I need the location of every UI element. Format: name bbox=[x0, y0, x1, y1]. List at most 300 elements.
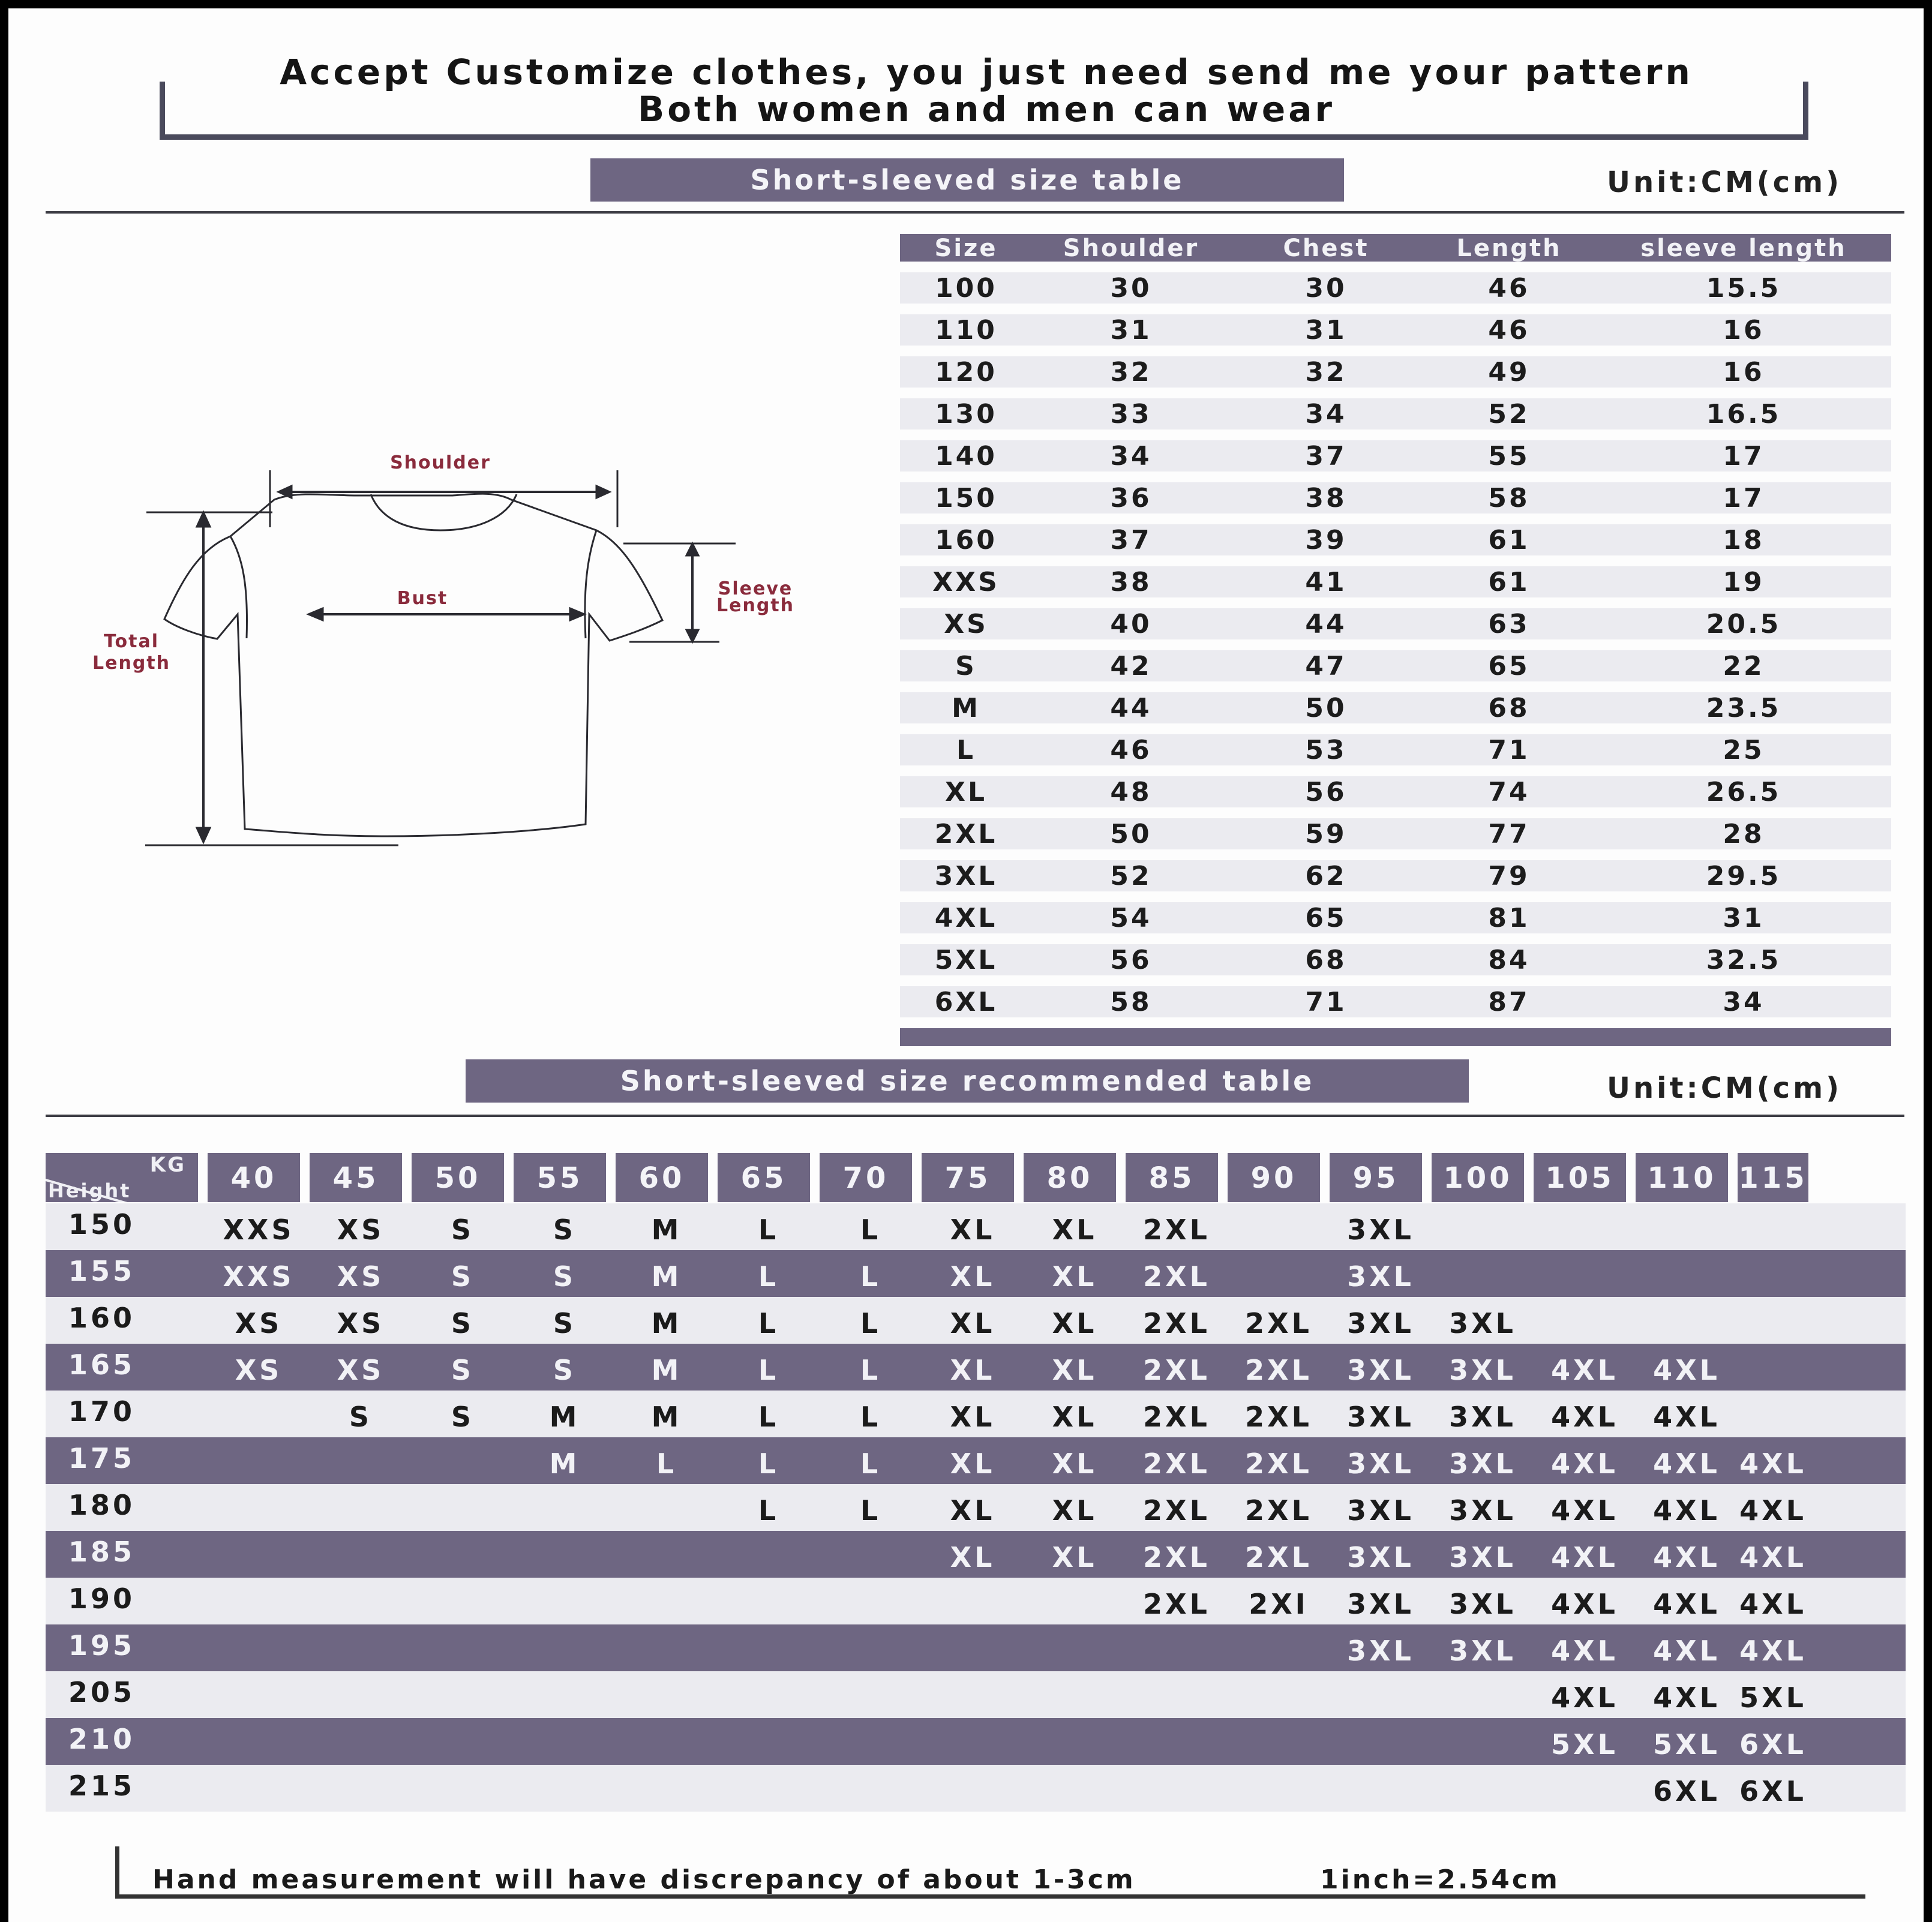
size-chart-page bbox=[8, 8, 1924, 1922]
table-row bbox=[46, 1391, 1906, 1437]
weight-header-cell: 70 bbox=[820, 1153, 912, 1202]
cell-length: 65 bbox=[1488, 651, 1530, 681]
table-row bbox=[900, 272, 1891, 304]
size-cell bbox=[616, 1578, 718, 1624]
weight-header-cell: 50 bbox=[412, 1153, 504, 1202]
size-cell bbox=[1738, 1203, 1808, 1250]
cell-sleeve-length: 17 bbox=[1723, 483, 1765, 513]
size-cell: XL bbox=[1052, 1494, 1097, 1527]
size-table-header bbox=[900, 234, 1891, 262]
row-height-label: 210 bbox=[68, 1723, 136, 1755]
size-cell: L bbox=[758, 1447, 779, 1480]
corner-height-label: Height bbox=[48, 1179, 131, 1202]
size-cell bbox=[514, 1718, 616, 1765]
size-cell: S bbox=[553, 1307, 577, 1340]
size-cell: 2XL bbox=[1143, 1307, 1210, 1340]
row-height-label: 155 bbox=[68, 1255, 136, 1287]
cell-shoulder: 50 bbox=[1110, 819, 1152, 849]
cell-size: 150 bbox=[935, 483, 997, 513]
weight-header-cell: 40 bbox=[208, 1153, 300, 1202]
weight-header-cell: 100 bbox=[1432, 1153, 1524, 1202]
recommended-table-body bbox=[46, 1203, 1906, 1812]
size-cell: L bbox=[860, 1401, 881, 1433]
size-cell: 3XL bbox=[1449, 1635, 1516, 1667]
size-cell bbox=[1024, 1718, 1126, 1765]
size-cell: S bbox=[451, 1307, 475, 1340]
col-length: Length bbox=[1456, 235, 1562, 262]
cell-sleeve-length: 28 bbox=[1723, 819, 1765, 849]
size-cell: 2XI bbox=[1249, 1588, 1309, 1620]
cell-shoulder: 37 bbox=[1110, 525, 1152, 555]
total-length-label-1: Total bbox=[104, 631, 159, 652]
size-cell: L bbox=[758, 1354, 779, 1386]
size-cell bbox=[718, 1578, 820, 1624]
size-cell: 4XL bbox=[1551, 1447, 1618, 1480]
size-cell: M bbox=[651, 1214, 682, 1246]
row-height-label: 195 bbox=[68, 1629, 136, 1662]
cell-size: 100 bbox=[935, 273, 997, 304]
cell-size: S bbox=[955, 651, 977, 681]
cell-shoulder: 58 bbox=[1110, 987, 1152, 1017]
size-cell bbox=[1126, 1671, 1228, 1718]
size-cell bbox=[1636, 1297, 1738, 1344]
cell-shoulder: 54 bbox=[1110, 903, 1152, 933]
size-cell bbox=[820, 1624, 922, 1671]
size-cell bbox=[820, 1531, 922, 1578]
cell-sleeve-length: 22 bbox=[1723, 651, 1765, 681]
size-cell: 2XL bbox=[1143, 1260, 1210, 1293]
cell-length: 61 bbox=[1488, 525, 1530, 555]
size-cell: 5XL bbox=[1653, 1728, 1720, 1761]
size-cell: XL bbox=[1052, 1354, 1097, 1386]
cell-chest: 62 bbox=[1305, 861, 1347, 891]
size-cell bbox=[718, 1718, 820, 1765]
cell-size: L bbox=[956, 735, 976, 765]
weight-header-cell: 60 bbox=[616, 1153, 708, 1202]
cell-chest: 30 bbox=[1305, 273, 1347, 304]
size-cell: 2XL bbox=[1143, 1588, 1210, 1620]
cell-size: 6XL bbox=[934, 987, 998, 1017]
cell-shoulder: 36 bbox=[1110, 483, 1152, 513]
cell-size: 130 bbox=[935, 399, 997, 430]
size-cell: 4XL bbox=[1551, 1354, 1618, 1386]
size-cell bbox=[616, 1671, 718, 1718]
size-cell: M bbox=[549, 1447, 580, 1480]
size-cell bbox=[412, 1531, 514, 1578]
size-cell: 3XL bbox=[1347, 1307, 1414, 1340]
size-cell bbox=[412, 1671, 514, 1718]
size-cell: 4XL bbox=[1653, 1635, 1720, 1667]
size-cell: L bbox=[758, 1307, 779, 1340]
size-table bbox=[900, 234, 1891, 1046]
weight-header-cell: 115 bbox=[1738, 1153, 1808, 1202]
size-cell: 2XL bbox=[1245, 1447, 1312, 1480]
size-cell bbox=[310, 1531, 412, 1578]
size-cell bbox=[208, 1391, 310, 1437]
cell-length: 55 bbox=[1488, 441, 1530, 472]
cell-length: 77 bbox=[1488, 819, 1530, 849]
size-cell bbox=[922, 1718, 1024, 1765]
size-cell bbox=[310, 1718, 412, 1765]
cell-sleeve-length: 29.5 bbox=[1706, 861, 1781, 891]
header-bracket bbox=[160, 82, 1808, 140]
weight-header-cell: 105 bbox=[1534, 1153, 1626, 1202]
size-cell: S bbox=[553, 1260, 577, 1293]
col-chest: Chest bbox=[1283, 235, 1369, 262]
table-row bbox=[900, 440, 1891, 472]
size-cell bbox=[1126, 1624, 1228, 1671]
size-cell bbox=[412, 1578, 514, 1624]
cell-length: 58 bbox=[1488, 483, 1530, 513]
size-cell bbox=[922, 1624, 1024, 1671]
sleeve-length-label-2: Length bbox=[716, 595, 794, 616]
size-cell: L bbox=[656, 1447, 677, 1480]
size-cell bbox=[616, 1718, 718, 1765]
size-cell: 2XL bbox=[1245, 1541, 1312, 1573]
size-cell bbox=[1636, 1250, 1738, 1297]
shoulder-label: Shoulder bbox=[390, 452, 491, 473]
cell-shoulder: 44 bbox=[1110, 693, 1152, 723]
size-cell bbox=[616, 1624, 718, 1671]
weight-header-cell: 75 bbox=[922, 1153, 1014, 1202]
weight-header-cell: 80 bbox=[1024, 1153, 1116, 1202]
row-height-label: 180 bbox=[68, 1489, 136, 1521]
cell-shoulder: 40 bbox=[1110, 609, 1152, 639]
size-cell bbox=[1432, 1671, 1534, 1718]
recommended-table-unit: Unit:CM(cm) bbox=[1607, 1071, 1843, 1105]
size-cell: S bbox=[349, 1401, 373, 1433]
cell-size: XXS bbox=[932, 567, 1000, 597]
cell-sleeve-length: 19 bbox=[1723, 567, 1765, 597]
size-cell: M bbox=[651, 1401, 682, 1433]
size-cell: 6XL bbox=[1653, 1775, 1720, 1807]
size-cell bbox=[1330, 1718, 1432, 1765]
row-height-label: 170 bbox=[68, 1395, 136, 1428]
cell-shoulder: 31 bbox=[1110, 315, 1152, 346]
measurement-note: Hand measurement will have discrepancy of about 1-3cm bbox=[152, 1864, 1136, 1895]
size-cell bbox=[718, 1531, 820, 1578]
size-cell: 4XL bbox=[1739, 1494, 1807, 1527]
size-cell bbox=[514, 1765, 616, 1812]
table-row bbox=[900, 650, 1891, 681]
size-cell: XL bbox=[1052, 1447, 1097, 1480]
size-cell bbox=[310, 1578, 412, 1624]
size-cell bbox=[208, 1671, 310, 1718]
size-cell: 2XL bbox=[1245, 1354, 1312, 1386]
row-height-label: 165 bbox=[68, 1349, 136, 1381]
size-cell: L bbox=[860, 1214, 881, 1246]
table-row bbox=[900, 608, 1891, 639]
size-cell: 4XL bbox=[1739, 1635, 1807, 1667]
size-table-body bbox=[900, 272, 1891, 1017]
size-cell: XL bbox=[950, 1307, 995, 1340]
cell-sleeve-length: 23.5 bbox=[1706, 693, 1781, 723]
row-height-label: 175 bbox=[68, 1442, 136, 1474]
size-cell: L bbox=[758, 1401, 779, 1433]
cell-sleeve-length: 26.5 bbox=[1706, 777, 1781, 807]
cell-size: 120 bbox=[935, 357, 997, 388]
size-cell: XXS bbox=[223, 1214, 295, 1246]
size-cell: 4XL bbox=[1739, 1541, 1807, 1573]
size-cell bbox=[1330, 1765, 1432, 1812]
table-row bbox=[46, 1250, 1906, 1297]
size-cell bbox=[208, 1765, 310, 1812]
size-cell: 3XL bbox=[1347, 1214, 1414, 1246]
recommended-table-banner: Short-sleeved size recommended table bbox=[466, 1059, 1469, 1103]
size-cell: 3XL bbox=[1347, 1635, 1414, 1667]
size-cell: XL bbox=[1052, 1401, 1097, 1433]
size-cell bbox=[208, 1578, 310, 1624]
row-height-label: 150 bbox=[68, 1208, 136, 1241]
size-cell: 4XL bbox=[1551, 1401, 1618, 1433]
cell-shoulder: 38 bbox=[1110, 567, 1152, 597]
cell-chest: 53 bbox=[1305, 735, 1347, 765]
size-cell: S bbox=[553, 1354, 577, 1386]
size-cell bbox=[1432, 1203, 1534, 1250]
bust-label: Bust bbox=[397, 588, 448, 609]
table-row bbox=[46, 1671, 1906, 1718]
size-cell: 4XL bbox=[1551, 1681, 1618, 1714]
size-cell: 2XL bbox=[1143, 1447, 1210, 1480]
weight-header-cell: 90 bbox=[1228, 1153, 1320, 1202]
cell-size: XS bbox=[944, 609, 988, 639]
size-cell bbox=[1534, 1297, 1636, 1344]
size-cell: XS bbox=[337, 1214, 385, 1246]
size-cell bbox=[616, 1484, 718, 1531]
size-cell bbox=[1330, 1671, 1432, 1718]
cell-chest: 71 bbox=[1305, 987, 1347, 1017]
size-cell: XL bbox=[1052, 1260, 1097, 1293]
size-cell: 4XL bbox=[1551, 1494, 1618, 1527]
table-row bbox=[46, 1718, 1906, 1765]
cell-sleeve-length: 17 bbox=[1723, 441, 1765, 472]
cell-sleeve-length: 34 bbox=[1723, 987, 1765, 1017]
table-corner-cell bbox=[46, 1153, 198, 1202]
divider-top bbox=[46, 211, 1904, 214]
cell-chest: 65 bbox=[1305, 903, 1347, 933]
cell-shoulder: 46 bbox=[1110, 735, 1152, 765]
size-cell: 3XL bbox=[1347, 1260, 1414, 1293]
size-cell: 3XL bbox=[1449, 1588, 1516, 1620]
size-cell bbox=[1738, 1250, 1808, 1297]
cell-length: 68 bbox=[1488, 693, 1530, 723]
table-row bbox=[900, 356, 1891, 388]
header-line-2: Both women and men can wear bbox=[637, 89, 1335, 130]
size-cell bbox=[820, 1718, 922, 1765]
cell-length: 46 bbox=[1488, 315, 1530, 346]
size-cell: S bbox=[553, 1214, 577, 1246]
col-size: Size bbox=[934, 235, 998, 262]
size-cell: 2XL bbox=[1143, 1214, 1210, 1246]
size-cell: L bbox=[860, 1447, 881, 1480]
size-cell: XL bbox=[950, 1260, 995, 1293]
total-length-label-2: Length bbox=[92, 653, 170, 674]
size-cell: 2XL bbox=[1143, 1354, 1210, 1386]
table-row bbox=[900, 986, 1891, 1017]
cell-chest: 38 bbox=[1305, 483, 1347, 513]
size-cell: XL bbox=[950, 1494, 995, 1527]
size-cell bbox=[310, 1437, 412, 1484]
table-row bbox=[46, 1624, 1906, 1671]
size-cell bbox=[412, 1718, 514, 1765]
size-cell bbox=[922, 1765, 1024, 1812]
size-cell: 4XL bbox=[1653, 1681, 1720, 1714]
size-cell bbox=[208, 1437, 310, 1484]
cell-size: 5XL bbox=[934, 945, 998, 975]
cell-shoulder: 48 bbox=[1110, 777, 1152, 807]
cell-sleeve-length: 15.5 bbox=[1706, 273, 1781, 304]
size-cell bbox=[208, 1624, 310, 1671]
size-cell: 4XL bbox=[1739, 1447, 1807, 1480]
cell-chest: 37 bbox=[1305, 441, 1347, 472]
cell-shoulder: 32 bbox=[1110, 357, 1152, 388]
size-cell: XL bbox=[950, 1214, 995, 1246]
size-cell: XL bbox=[950, 1401, 995, 1433]
cell-chest: 56 bbox=[1305, 777, 1347, 807]
table-row bbox=[900, 692, 1891, 723]
size-cell bbox=[412, 1484, 514, 1531]
size-cell: XL bbox=[950, 1354, 995, 1386]
table-row bbox=[900, 902, 1891, 933]
size-cell: XS bbox=[235, 1354, 283, 1386]
size-cell: XL bbox=[1052, 1541, 1097, 1573]
size-cell bbox=[1228, 1718, 1330, 1765]
cell-shoulder: 42 bbox=[1110, 651, 1152, 681]
size-cell: 4XL bbox=[1653, 1541, 1720, 1573]
size-cell: XL bbox=[950, 1447, 995, 1480]
cell-sleeve-length: 20.5 bbox=[1706, 609, 1781, 639]
size-cell bbox=[310, 1484, 412, 1531]
size-cell: 2XL bbox=[1143, 1401, 1210, 1433]
cell-chest: 68 bbox=[1305, 945, 1347, 975]
cell-sleeve-length: 16 bbox=[1723, 315, 1765, 346]
header-line-1: Accept Customize clothes, you just need send me your pattern bbox=[280, 52, 1693, 92]
size-table-footer-bar bbox=[900, 1028, 1891, 1046]
size-cell: 2XL bbox=[1143, 1541, 1210, 1573]
size-cell: 2XL bbox=[1245, 1401, 1312, 1433]
cell-chest: 47 bbox=[1305, 651, 1347, 681]
tshirt-diagram bbox=[68, 452, 824, 863]
size-cell bbox=[412, 1437, 514, 1484]
row-height-label: 185 bbox=[68, 1536, 136, 1568]
size-cell bbox=[1024, 1671, 1126, 1718]
row-height-label: 215 bbox=[68, 1770, 136, 1802]
cell-size: 140 bbox=[935, 441, 997, 472]
cell-size: 2XL bbox=[934, 819, 998, 849]
cell-length: 84 bbox=[1488, 945, 1530, 975]
cell-length: 61 bbox=[1488, 567, 1530, 597]
size-cell bbox=[1024, 1624, 1126, 1671]
size-cell: 3XL bbox=[1449, 1447, 1516, 1480]
size-cell: XS bbox=[337, 1354, 385, 1386]
cell-chest: 41 bbox=[1305, 567, 1347, 597]
size-cell bbox=[208, 1531, 310, 1578]
size-cell: 5XL bbox=[1551, 1728, 1618, 1761]
table-row bbox=[46, 1437, 1906, 1484]
size-cell: XS bbox=[337, 1307, 385, 1340]
size-cell bbox=[514, 1671, 616, 1718]
size-cell: L bbox=[860, 1260, 881, 1293]
size-cell bbox=[1432, 1250, 1534, 1297]
size-cell: 4XL bbox=[1653, 1588, 1720, 1620]
cell-shoulder: 33 bbox=[1110, 399, 1152, 430]
cell-chest: 32 bbox=[1305, 357, 1347, 388]
size-cell: 6XL bbox=[1739, 1775, 1807, 1807]
size-cell: L bbox=[758, 1214, 779, 1246]
table-row bbox=[900, 566, 1891, 597]
cell-length: 79 bbox=[1488, 861, 1530, 891]
size-cell: 3XL bbox=[1347, 1401, 1414, 1433]
cell-chest: 59 bbox=[1305, 819, 1347, 849]
corner-kg-label: KG bbox=[149, 1153, 186, 1177]
size-cell bbox=[820, 1671, 922, 1718]
size-cell bbox=[616, 1531, 718, 1578]
table-row bbox=[46, 1765, 1906, 1812]
table-row bbox=[46, 1297, 1906, 1344]
row-height-label: 205 bbox=[68, 1676, 136, 1708]
size-cell: S bbox=[451, 1354, 475, 1386]
size-cell bbox=[1432, 1765, 1534, 1812]
size-table-banner: Short-sleeved size table bbox=[590, 158, 1344, 202]
size-cell bbox=[514, 1624, 616, 1671]
size-cell: 4XL bbox=[1551, 1635, 1618, 1667]
size-cell: M bbox=[549, 1401, 580, 1433]
col-sleeve-length: sleeve length bbox=[1640, 235, 1847, 262]
sleeve-length-label-1: Sleeve bbox=[718, 578, 793, 599]
size-cell bbox=[1738, 1391, 1808, 1437]
size-cell bbox=[310, 1765, 412, 1812]
size-cell: 3XL bbox=[1449, 1354, 1516, 1386]
size-cell bbox=[1636, 1203, 1738, 1250]
size-cell: 4XL bbox=[1739, 1588, 1807, 1620]
cell-size: M bbox=[952, 693, 980, 723]
size-cell: M bbox=[651, 1354, 682, 1386]
size-cell: XXS bbox=[223, 1260, 295, 1293]
size-cell bbox=[616, 1765, 718, 1812]
cell-length: 74 bbox=[1488, 777, 1530, 807]
size-cell bbox=[514, 1484, 616, 1531]
size-cell: 4XL bbox=[1653, 1354, 1720, 1386]
size-cell: 3XL bbox=[1449, 1401, 1516, 1433]
table-row bbox=[900, 482, 1891, 513]
size-cell bbox=[1228, 1624, 1330, 1671]
size-cell: 3XL bbox=[1449, 1307, 1516, 1340]
size-cell: 3XL bbox=[1449, 1494, 1516, 1527]
size-table-unit: Unit:CM(cm) bbox=[1607, 166, 1843, 199]
cell-shoulder: 30 bbox=[1110, 273, 1152, 304]
size-cell bbox=[1126, 1718, 1228, 1765]
table-row bbox=[900, 524, 1891, 555]
size-cell bbox=[208, 1718, 310, 1765]
table-row bbox=[46, 1203, 1906, 1250]
size-cell: S bbox=[451, 1260, 475, 1293]
recommended-table-header bbox=[46, 1153, 1906, 1203]
size-cell bbox=[922, 1671, 1024, 1718]
size-cell: 4XL bbox=[1653, 1494, 1720, 1527]
size-cell: 3XL bbox=[1347, 1541, 1414, 1573]
size-cell bbox=[1738, 1297, 1808, 1344]
size-cell bbox=[1024, 1578, 1126, 1624]
size-cell bbox=[1738, 1344, 1808, 1391]
cell-chest: 44 bbox=[1305, 609, 1347, 639]
cell-sleeve-length: 16 bbox=[1723, 357, 1765, 388]
cell-chest: 31 bbox=[1305, 315, 1347, 346]
table-row bbox=[46, 1578, 1906, 1624]
size-cell: L bbox=[860, 1307, 881, 1340]
size-cell: 3XL bbox=[1347, 1494, 1414, 1527]
size-cell bbox=[1534, 1765, 1636, 1812]
cell-shoulder: 56 bbox=[1110, 945, 1152, 975]
